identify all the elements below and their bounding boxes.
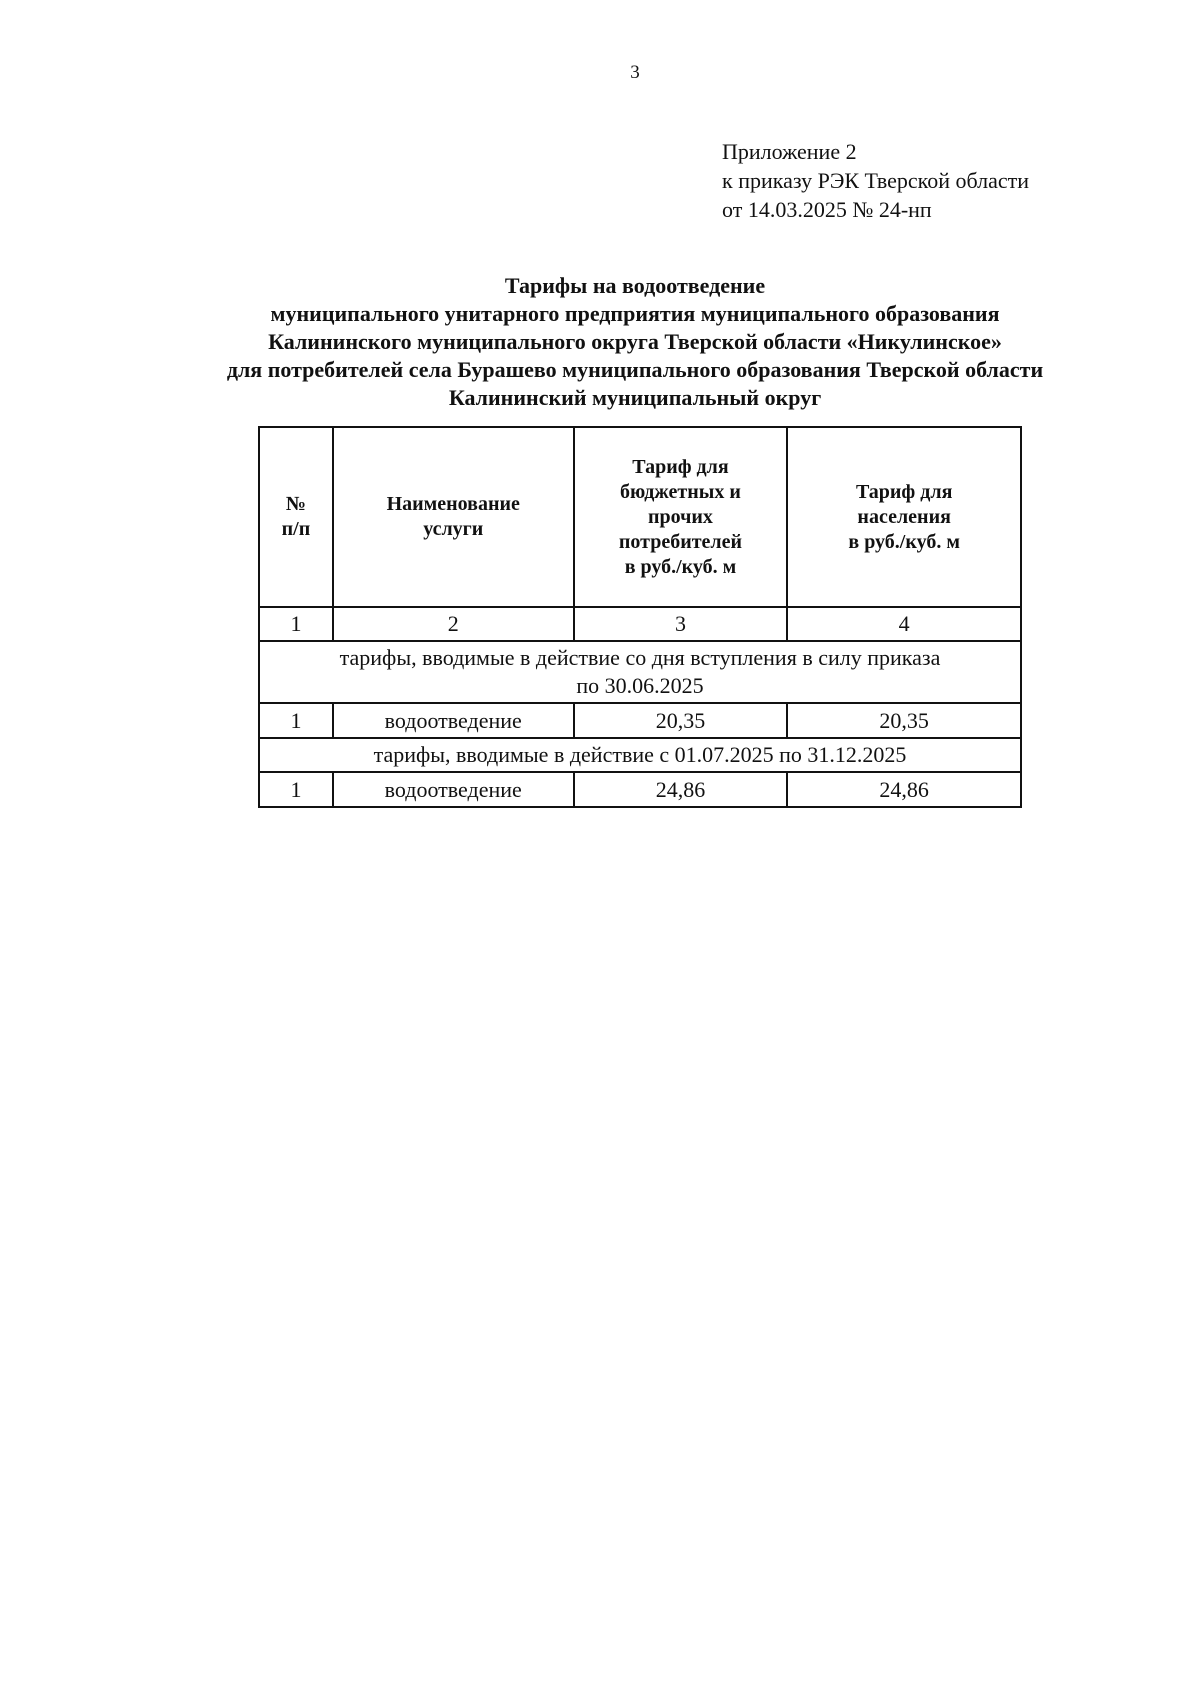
table-header-row [259, 427, 1021, 607]
header-number-line: № [285, 493, 306, 515]
row-number: 1 [259, 703, 333, 738]
title-line-1: Тарифы на водоотведение [504, 273, 766, 298]
column-number-row [259, 607, 1021, 641]
header-budget-line: прочих [648, 505, 713, 528]
row-tariff-budget: 24,86 [574, 772, 788, 807]
appendix-reference [722, 137, 1029, 224]
tariff-table [258, 426, 1022, 808]
row-service: водоотведение [333, 772, 574, 807]
header-population-line: населения [857, 505, 951, 528]
section-row [259, 738, 1021, 772]
table-row [259, 703, 1021, 738]
column-number: 2 [333, 607, 574, 641]
appendix-line-1: Приложение 2 [722, 139, 857, 164]
row-tariff-budget: 20,35 [574, 703, 788, 738]
title-line-3: Калининского муниципального округа Тверской области «Никулинское» [268, 329, 1002, 354]
appendix-line-2: к приказу РЭК Тверской области [722, 168, 1030, 193]
header-number-line: п/п [281, 518, 311, 540]
row-tariff-population: 20,35 [787, 703, 1021, 738]
column-number: 4 [787, 607, 1021, 641]
section-heading [259, 738, 1021, 772]
header-budget-line: Тариф для [632, 455, 729, 478]
section-row [259, 641, 1021, 703]
header-budget-line: в руб./куб. м [624, 555, 737, 578]
title-line-2: муниципального унитарного предприятия муниципального образования [270, 301, 1000, 326]
title-line-4: для потребителей села Бурашево муниципального образования Тверской области [226, 357, 1044, 382]
section-heading [259, 641, 1021, 703]
page-number: 3 [630, 62, 640, 83]
header-tariff-budget [574, 427, 788, 607]
row-number: 1 [259, 772, 333, 807]
header-service-line: услуги [423, 518, 484, 540]
row-service: водоотведение [333, 703, 574, 738]
section-heading-line: тарифы, вводимые в действие со дня вступления в силу приказа [339, 645, 941, 670]
row-tariff-population: 24,86 [787, 772, 1021, 807]
header-number [259, 427, 333, 607]
header-population-line: в руб./куб. м [848, 530, 960, 553]
section-heading-line: по 30.06.2025 [576, 673, 704, 698]
table-row [259, 772, 1021, 807]
header-service-name [333, 427, 574, 607]
header-population-line: Тариф для [855, 480, 953, 503]
title-line-5: Калининский муниципальный округ [448, 385, 822, 410]
header-tariff-population [787, 427, 1021, 607]
column-number: 1 [259, 607, 333, 641]
document-title [0, 272, 1200, 412]
column-number: 3 [574, 607, 788, 641]
section-heading-line: тарифы, вводимые в действие с 01.07.2025 по 31.12.2025 [373, 742, 907, 767]
header-service-line: Наименование [386, 493, 520, 515]
header-budget-line: бюджетных и [620, 480, 741, 503]
appendix-line-3: от 14.03.2025 № 24-нп [722, 197, 932, 222]
header-budget-line: потребителей [618, 530, 743, 553]
